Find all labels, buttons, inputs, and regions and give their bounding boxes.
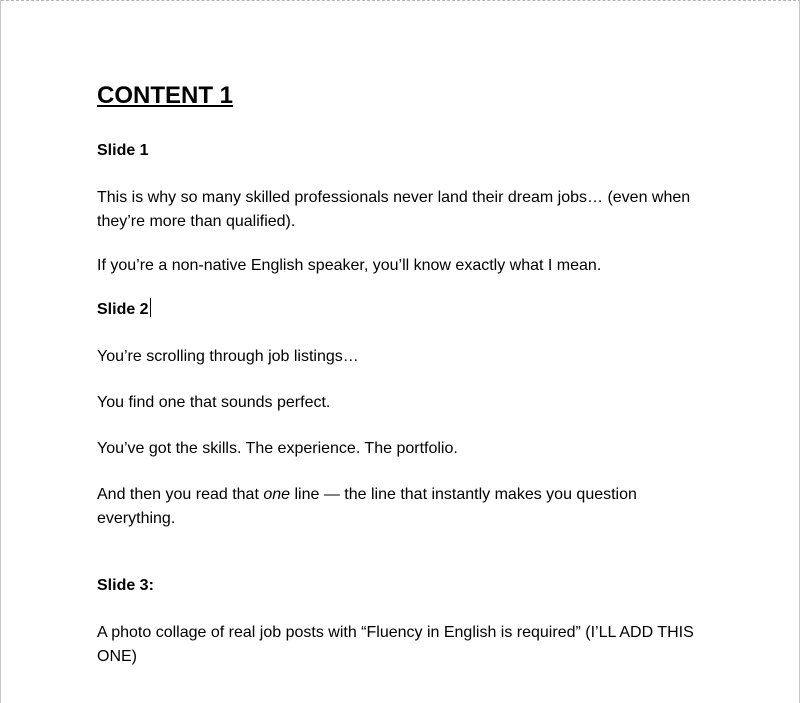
slide-3-heading: Slide 3: [97, 577, 154, 594]
slide-2-paragraph-2: You find one that sounds perfect. [97, 394, 331, 411]
document-title: CONTENT 1 [97, 82, 234, 109]
slide-3-paragraph-1: A photo collage of real job posts with “Fluency in English is required” (I’LL ADD THIS ONE) [97, 624, 694, 665]
slide-2-heading-text: Slide 2 [97, 301, 149, 318]
slide-2-heading [97, 298, 717, 321]
page-top-edge [1, 0, 800, 3]
slide-2-paragraph-3: You’ve got the skills. The experience. The portfolio. [97, 440, 458, 457]
text-cursor [150, 298, 151, 317]
slide-2-paragraph-1: You’re scrolling through job listings… [97, 348, 359, 365]
slide-1-heading: Slide 1 [97, 142, 149, 159]
document-body[interactable] [97, 80, 717, 691]
slide-2-paragraph-4 [97, 483, 717, 531]
blank-line [97, 553, 717, 575]
slide-1-paragraph-2: If you’re a non-native English speaker, you’ll know exactly what I mean. [97, 257, 602, 274]
slide-2-p4-emphasis: one [263, 486, 291, 503]
slide-2-p4-start: And then you read that [97, 486, 264, 503]
slide-1-paragraph-1: This is why so many skilled professionals never land their dream jobs… (even when they’re more than qualified). [97, 189, 691, 230]
slide-2-p4-end: line — the line that instantly makes you question everything. [97, 486, 637, 527]
